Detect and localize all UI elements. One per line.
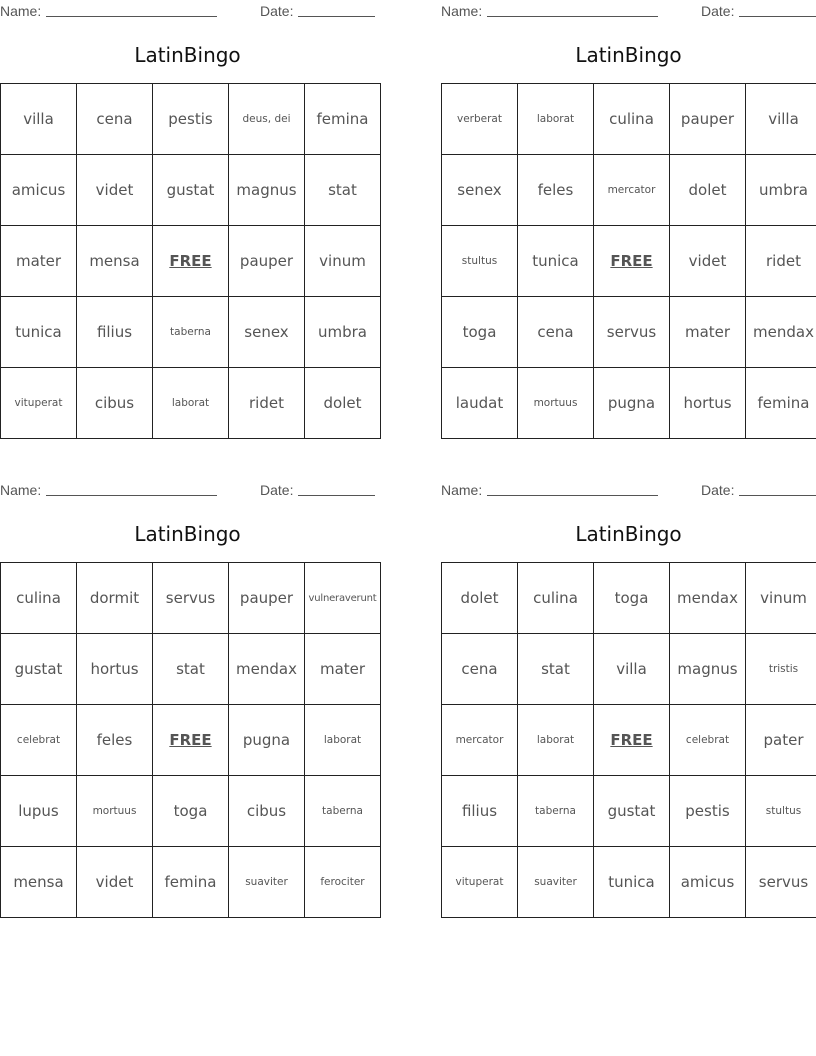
date-line xyxy=(739,16,816,17)
bingo-cell: lupus xyxy=(1,776,77,847)
name-line xyxy=(487,495,658,496)
bingo-cell: cena xyxy=(518,297,594,368)
bingo-cell: servus xyxy=(746,847,816,918)
bingo-cell: feles xyxy=(77,705,153,776)
bingo-cell: villa xyxy=(1,84,77,155)
bingo-cell: celebrat xyxy=(1,705,77,776)
bingo-cell: pauper xyxy=(670,84,746,155)
name-label: Name: xyxy=(0,482,42,498)
bingo-cell: toga xyxy=(153,776,229,847)
bingo-cell: cibus xyxy=(77,368,153,439)
bingo-cell: femina xyxy=(305,84,381,155)
bingo-cell: servus xyxy=(153,563,229,634)
bingo-cell: mendax xyxy=(746,297,816,368)
bingo-cell: videt xyxy=(77,155,153,226)
bingo-cell: pugna xyxy=(594,368,670,439)
bingo-cell: gustat xyxy=(594,776,670,847)
bingo-cell: taberna xyxy=(518,776,594,847)
bingo-cell: magnus xyxy=(670,634,746,705)
bingo-cell: pauper xyxy=(229,563,305,634)
bingo-cell: culina xyxy=(1,563,77,634)
bingo-cell: pugna xyxy=(229,705,305,776)
bingo-cell: ferociter xyxy=(305,847,381,918)
bingo-grid xyxy=(441,83,816,439)
card-title: LatinBingo xyxy=(134,522,241,546)
bingo-cell: femina xyxy=(746,368,816,439)
bingo-cell: vinum xyxy=(305,226,381,297)
bingo-cell: toga xyxy=(594,563,670,634)
bingo-cell: senex xyxy=(442,155,518,226)
bingo-cell: filius xyxy=(442,776,518,847)
bingo-cell: pestis xyxy=(153,84,229,155)
bingo-cell: dolet xyxy=(442,563,518,634)
bingo-cell: culina xyxy=(518,563,594,634)
bingo-grid xyxy=(0,83,381,439)
date-line xyxy=(298,16,375,17)
bingo-grid xyxy=(0,562,381,918)
name-label: Name: xyxy=(441,482,483,498)
card-title: LatinBingo xyxy=(134,43,241,67)
bingo-cell: mortuus xyxy=(518,368,594,439)
bingo-cell: pauper xyxy=(229,226,305,297)
bingo-cell: umbra xyxy=(305,297,381,368)
bingo-card-3 xyxy=(0,479,375,911)
date-label: Date: xyxy=(701,482,735,498)
bingo-cell: culina xyxy=(594,84,670,155)
bingo-cell: mercator xyxy=(594,155,670,226)
bingo-cell: vinum xyxy=(746,563,816,634)
bingo-cell: gustat xyxy=(153,155,229,226)
bingo-cell: senex xyxy=(229,297,305,368)
date-line xyxy=(298,495,375,496)
bingo-cell: dolet xyxy=(670,155,746,226)
name-line xyxy=(487,16,658,17)
date-label: Date: xyxy=(701,3,735,19)
card-title: LatinBingo xyxy=(575,522,682,546)
bingo-cell: amicus xyxy=(670,847,746,918)
bingo-cell: hortus xyxy=(670,368,746,439)
bingo-cell: laborat xyxy=(305,705,381,776)
name-line xyxy=(46,495,217,496)
bingo-cell: celebrat xyxy=(670,705,746,776)
bingo-cell: dolet xyxy=(305,368,381,439)
bingo-cell: deus, dei xyxy=(229,84,305,155)
bingo-cell: suaviter xyxy=(518,847,594,918)
bingo-cell: villa xyxy=(746,84,816,155)
bingo-card-2 xyxy=(441,0,816,432)
card-header xyxy=(441,0,816,22)
bingo-grid xyxy=(441,562,816,918)
bingo-cell: villa xyxy=(594,634,670,705)
card-title: LatinBingo xyxy=(575,43,682,67)
bingo-cell: videt xyxy=(670,226,746,297)
bingo-cell: umbra xyxy=(746,155,816,226)
bingo-cell: vituperat xyxy=(442,847,518,918)
free-space-cell: FREE xyxy=(153,705,229,776)
bingo-cell: mendax xyxy=(229,634,305,705)
bingo-cell: ridet xyxy=(229,368,305,439)
date-label: Date: xyxy=(260,3,294,19)
bingo-cell: pestis xyxy=(670,776,746,847)
free-space-cell: FREE xyxy=(153,226,229,297)
bingo-cell: mendax xyxy=(670,563,746,634)
bingo-cell: tunica xyxy=(518,226,594,297)
bingo-cell: mater xyxy=(670,297,746,368)
bingo-cell: cena xyxy=(77,84,153,155)
bingo-card-4 xyxy=(441,479,816,911)
bingo-cell: stat xyxy=(518,634,594,705)
date-label: Date: xyxy=(260,482,294,498)
bingo-cell: servus xyxy=(594,297,670,368)
bingo-cell: magnus xyxy=(229,155,305,226)
bingo-cell: vituperat xyxy=(1,368,77,439)
bingo-cell: mortuus xyxy=(77,776,153,847)
bingo-cell: taberna xyxy=(305,776,381,847)
bingo-cell: tunica xyxy=(594,847,670,918)
bingo-cell: toga xyxy=(442,297,518,368)
bingo-cell: hortus xyxy=(77,634,153,705)
name-label: Name: xyxy=(441,3,483,19)
bingo-cell: suaviter xyxy=(229,847,305,918)
bingo-cell: mercator xyxy=(442,705,518,776)
date-line xyxy=(739,495,816,496)
free-space-cell: FREE xyxy=(594,226,670,297)
bingo-cell: gustat xyxy=(1,634,77,705)
bingo-cell: filius xyxy=(77,297,153,368)
bingo-cell: femina xyxy=(153,847,229,918)
bingo-cell: stat xyxy=(153,634,229,705)
bingo-cell: mater xyxy=(1,226,77,297)
bingo-cell: stat xyxy=(305,155,381,226)
bingo-cell: stultus xyxy=(442,226,518,297)
bingo-cell: tunica xyxy=(1,297,77,368)
bingo-cell: laborat xyxy=(153,368,229,439)
free-space-cell: FREE xyxy=(594,705,670,776)
bingo-card-1 xyxy=(0,0,375,432)
card-header xyxy=(0,0,375,22)
bingo-cell: ridet xyxy=(746,226,816,297)
bingo-cell: pater xyxy=(746,705,816,776)
bingo-cell: cibus xyxy=(229,776,305,847)
bingo-cell: amicus xyxy=(1,155,77,226)
bingo-cell: laborat xyxy=(518,705,594,776)
bingo-cell: vulneraverunt xyxy=(305,563,381,634)
name-label: Name: xyxy=(0,3,42,19)
bingo-cell: dormit xyxy=(77,563,153,634)
bingo-cell: stultus xyxy=(746,776,816,847)
name-line xyxy=(46,16,217,17)
card-header xyxy=(441,479,816,501)
card-header xyxy=(0,479,375,501)
bingo-cell: mater xyxy=(305,634,381,705)
bingo-cell: mensa xyxy=(77,226,153,297)
bingo-cell: cena xyxy=(442,634,518,705)
bingo-cell: taberna xyxy=(153,297,229,368)
bingo-cell: laudat xyxy=(442,368,518,439)
bingo-cell: videt xyxy=(77,847,153,918)
bingo-cell: verberat xyxy=(442,84,518,155)
bingo-cell: tristis xyxy=(746,634,816,705)
bingo-cell: mensa xyxy=(1,847,77,918)
bingo-cell: feles xyxy=(518,155,594,226)
bingo-cell: laborat xyxy=(518,84,594,155)
